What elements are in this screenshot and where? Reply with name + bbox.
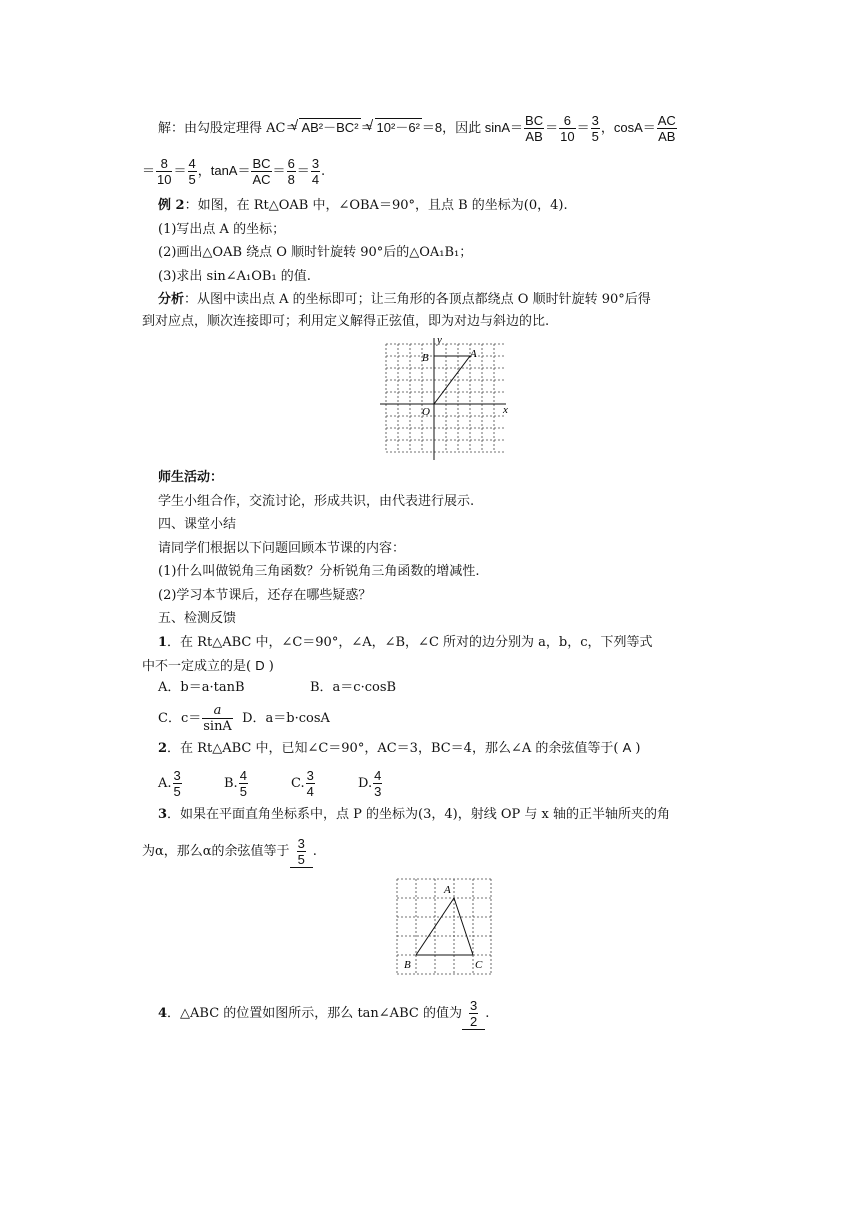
solution-line-2: ＝ $\frac{8}{10}$ ＝ $\frac{4}{5}$ ，tanA＝ $\frac{BC}{AC}$ ＝ $\frac{6}{8}$ ＝ $\frac{3}{4}$ . bbox=[142, 156, 326, 187]
sqrt-10-6: √ 10²－6² bbox=[375, 118, 422, 137]
example2-q2: (2)画出△OAB 绕点 O 顺时针旋转 90°后的△OA₁B₁； bbox=[158, 245, 473, 260]
summary-q1: (1)什么叫做锐角三角函数？分析锐角三角函数的增减性. bbox=[158, 564, 480, 579]
label-y: y bbox=[437, 334, 442, 346]
fraction-3-4: $\frac{3}{4}$ bbox=[311, 156, 320, 187]
label-c: C bbox=[475, 959, 483, 971]
problem-1-line-2: 中不一定成立的是( D ) bbox=[142, 658, 274, 674]
analysis-line-2: 到对应点，顺次连接即可；利用定义解得正弦值，即为对边与斜边的比. bbox=[142, 314, 550, 329]
problem-1-opt-d: D．a＝b·cosA bbox=[242, 711, 330, 726]
fraction-6-8: $\frac{6}{8}$ bbox=[287, 156, 295, 187]
problem-3-answer: $\frac{3}{5}$ bbox=[297, 836, 305, 867]
problem-4-answer: $\frac{3}{2}$ bbox=[469, 998, 478, 1029]
label-a: A bbox=[444, 884, 451, 896]
example2-label: 例 2 bbox=[158, 198, 185, 213]
problem-3-line-1: 3．如果在平面直角坐标系中，点 P 的坐标为(3，4)，射线 OP 与 x 轴的正半轴所夹的角 bbox=[158, 807, 671, 822]
activity-label: 师生活动： bbox=[158, 470, 224, 485]
example2-q1: (1)写出点 A 的坐标； bbox=[158, 222, 286, 237]
figure-coordinate-grid bbox=[378, 334, 512, 462]
label-a: A bbox=[470, 348, 477, 360]
problem-4: 4．△ABC 的位置如图所示，那么 tan∠ABC 的值为 $\frac{3}{2}$ . bbox=[158, 998, 490, 1029]
summary-intro: 请同学们根据以下问题回顾本节课的内容： bbox=[158, 541, 406, 556]
label-x: x bbox=[503, 404, 508, 416]
problem-3-line-2: 为α，那么α的余弦值等于 $\frac{3}{5}$ . bbox=[142, 836, 317, 867]
label-b: B bbox=[404, 959, 411, 971]
problem-2-options bbox=[158, 768, 383, 799]
problem-2-answer: A bbox=[622, 740, 632, 755]
label-o: O bbox=[422, 406, 430, 418]
fraction-ac-ab: $\frac{AC}{AB}$ bbox=[657, 113, 676, 144]
label-b: B bbox=[422, 352, 429, 364]
problem-1-opt-c: C．c＝ $\frac{a}{\sin A}$ D．a＝b·cosA bbox=[158, 703, 330, 734]
fraction-bc-ab: $\frac{BC}{AB}$ bbox=[525, 113, 544, 144]
sqrt-ab-bc: √ AB²－BC² bbox=[299, 118, 360, 137]
activity-text: 学生小组合作，交流讨论，形成共识，由代表进行展示. bbox=[158, 494, 475, 509]
fraction-6-10: $\frac{6}{10}$ bbox=[560, 113, 575, 144]
solution-line-1: 解：由勾股定理得 AC＝√ AB²－BC² ＝√ 10²－6² ＝8，因此 sinA＝ $\frac{BC}{AB}$ ＝ $\frac{6}{10}$ ＝ $\frac{3}{5}$ ，cosA＝ $\frac{AC}{AB}$ bbox=[158, 113, 678, 144]
fraction-4-5: $\frac{4}{5}$ bbox=[188, 156, 196, 187]
problem-2-opt-a: A. $\frac{3}{5}$ bbox=[158, 768, 181, 799]
solution-prefix: 解：由勾股定理得 AC＝ bbox=[158, 121, 299, 136]
problem-1-opt-b: B．a＝c·cosB bbox=[310, 680, 397, 695]
problem-2-opt-b: B. $\frac{4}{5}$ bbox=[224, 768, 247, 799]
problem-1-line-1: 1．在 Rt△ABC 中，∠C＝90°，∠A，∠B，∠C 所对的边分别为 a，b，c，下列等式 bbox=[158, 635, 653, 650]
summary-q2: (2)学习本节课后，还存在哪些疑惑？ bbox=[158, 588, 372, 603]
problem-2-opt-d: D. $\frac{4}{3}$ bbox=[358, 768, 382, 799]
problem-2: 2．在 Rt△ABC 中，已知∠C＝90°，AC＝3，BC＝4，那么∠A 的余弦值等于( A ) bbox=[158, 740, 641, 756]
example2-title: 例 2：如图，在 Rt△OAB 中，∠OBA＝90°，且点 B 的坐标为(0，4). bbox=[158, 198, 568, 213]
summary-heading: 四、课堂小结 bbox=[158, 517, 237, 532]
problem-1-opt-a: A．b＝a·tanB bbox=[158, 680, 245, 695]
problem-1-answer: D bbox=[255, 658, 265, 673]
analysis-label: 分析 bbox=[158, 292, 185, 307]
figure-triangle-abc bbox=[394, 876, 494, 976]
analysis-line-1: 分析：从图中读出点 A 的坐标即可；让三角形的各顶点都绕点 O 顺时针旋转 90°后得 bbox=[158, 292, 651, 307]
triangle-abc bbox=[416, 898, 473, 955]
fraction-3-5: $\frac{3}{5}$ bbox=[591, 113, 599, 144]
example2-q3: (3)求出 sin∠A₁OB₁ 的值. bbox=[158, 269, 311, 284]
fraction-bc-ac: $\frac{BC}{AC}$ bbox=[252, 156, 271, 187]
feedback-heading: 五、检测反馈 bbox=[158, 611, 237, 626]
problem-2-opt-c: C. $\frac{3}{4}$ bbox=[291, 768, 314, 799]
fraction-8-10: $\frac{8}{10}$ bbox=[157, 156, 172, 187]
